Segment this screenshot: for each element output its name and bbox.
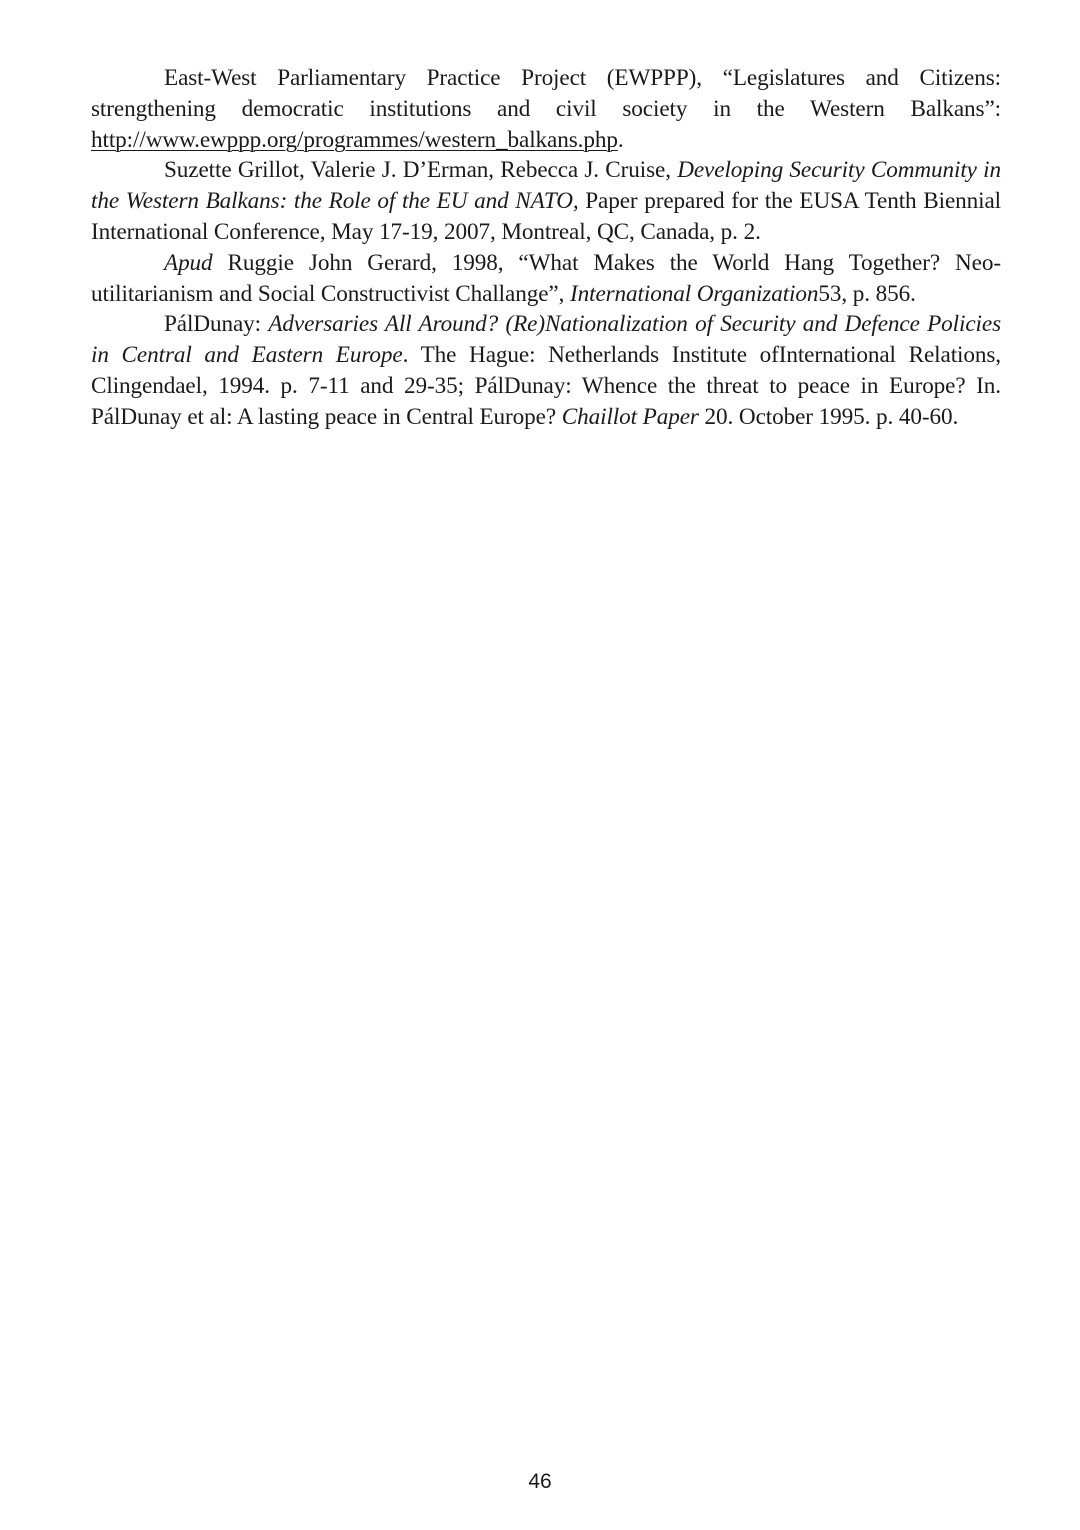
reference-title: Adversaries All Around? (Re)Nationalization of Security and Defence Policies in Central and Eastern Europe bbox=[91, 311, 1002, 369]
reference-text: East-West Parliamentary Practice Project (EWPPP), “Legislatures and Citizens: strengthening democratic institutions and civil society in the Western Balkans”: bbox=[91, 65, 1001, 122]
reference-text: . The Hague: Netherlands Institute ofInternational Relations, Clingendael, 1994. p. 7-11 and 29-35; PálDunay: Whence the threat to peace in Europe? In. PálDunay et al: A lasting peace in Central Europe? bbox=[91, 342, 1001, 430]
reference-list bbox=[91, 63, 1001, 433]
reference-details: Paper prepared for the EUSA Tenth Biennial International Conference, May 17-19, 2007, Montreal, QC, Canada, p. 2. bbox=[91, 188, 1001, 245]
reference-text: . bbox=[617, 126, 624, 153]
reference-authors: Suzette Grillot, Valerie J. D’Erman, Rebecca J. Cruise, bbox=[164, 157, 678, 184]
reference-text: Ruggie John Gerard, 1998, “What Makes the World Hang Together? Neo-utilitarianism and Social Constructivist Challange”, bbox=[91, 249, 1001, 307]
reference-title: Developing Security Community in the Western Balkans: the Role of the EU and NATO, bbox=[91, 157, 1001, 215]
reference-title: Chaillot Paper bbox=[561, 403, 699, 430]
page-number: 46 bbox=[528, 1470, 552, 1493]
reference-ruggie bbox=[91, 248, 1001, 310]
reference-text: 53, p. 856. bbox=[818, 280, 916, 307]
reference-text: 20. October 1995. p. 40-60. bbox=[698, 403, 959, 430]
reference-prefix: Apud bbox=[164, 249, 213, 276]
reference-dunay bbox=[91, 309, 1001, 432]
reference-author: PálDunay: bbox=[164, 311, 269, 338]
reference-grillot bbox=[91, 155, 1001, 247]
reference-ewppp bbox=[91, 63, 1001, 155]
reference-journal: International Organization bbox=[569, 280, 819, 307]
reference-link[interactable]: http://www.ewppp.org/programmes/western_balkans.php bbox=[91, 126, 618, 153]
